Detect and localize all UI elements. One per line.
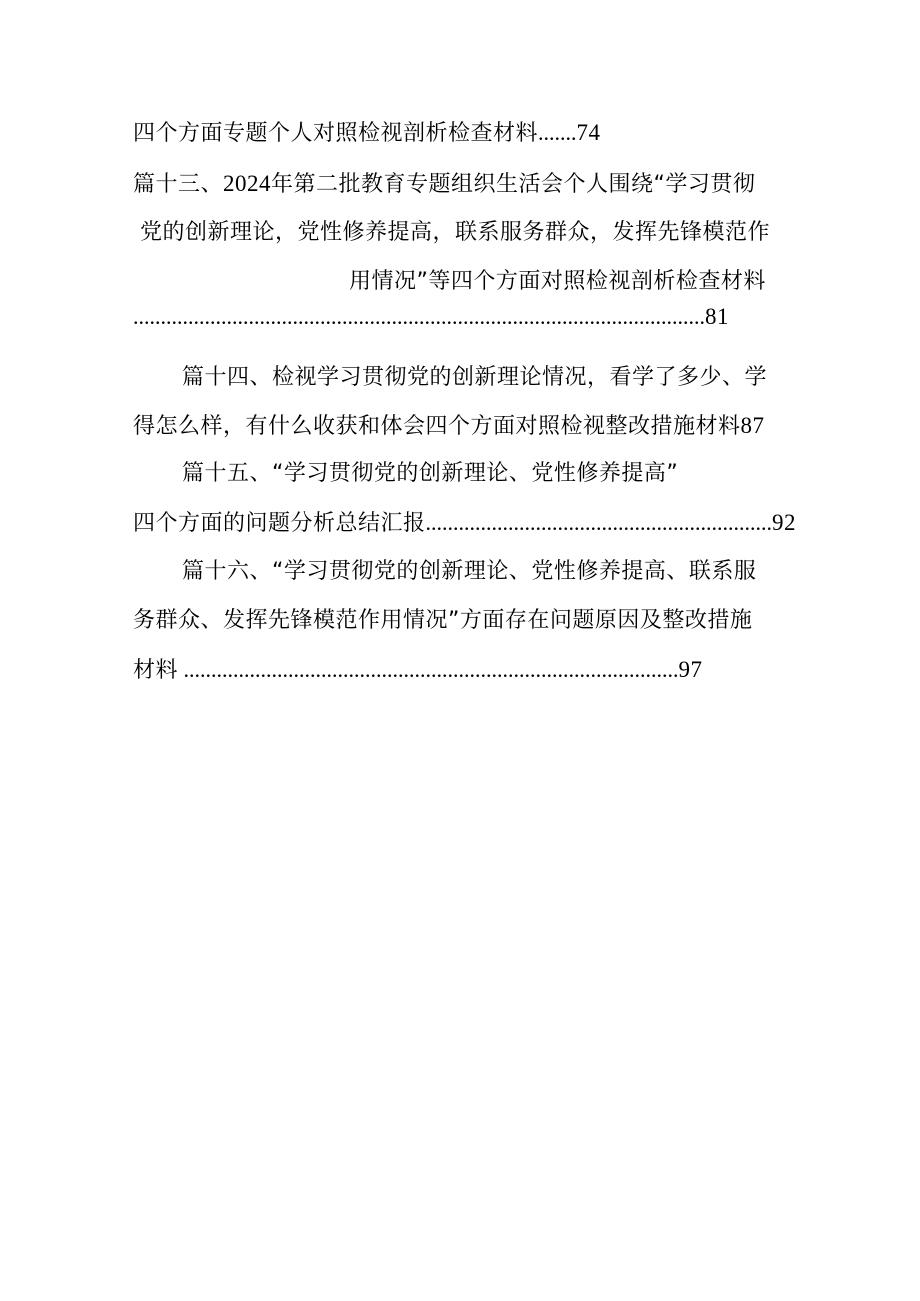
- toc-entry-title: 用情况”等四个方面对照检视剖析检查材料: [349, 269, 766, 294]
- toc-entry-title: 党的创新理论，党性修养提高，联系服务群众，发挥先锋模范作: [140, 220, 771, 245]
- toc-entry-title: 务群众、发挥先锋模范作用情况”方面存在问题原因及整改措施: [133, 608, 753, 633]
- toc-entry-title: 得怎么样，有什么收获和体会四个方面对照检视整改措施材料: [133, 414, 741, 439]
- toc-entry-title: 篇十四、检视学习贯彻党的创新理论情况，看学了多少、学: [182, 365, 768, 390]
- toc-leader-dots: ..........................................................................................: [178, 657, 679, 682]
- toc-entry-line: [133, 606, 752, 636]
- toc-entry-line: [133, 655, 703, 686]
- toc-page-number: 97: [678, 657, 703, 682]
- toc-entry-line: [182, 557, 756, 587]
- toc-entry-prefix: 篇十三、: [133, 172, 224, 197]
- toc-entry-line: [133, 302, 729, 333]
- toc-entry-line: [133, 411, 765, 442]
- toc-entry-line: [349, 267, 766, 297]
- toc-page-number: 87: [740, 413, 765, 438]
- toc-entry-line: [140, 218, 770, 248]
- toc-entry-title: 篇十六、“学习贯彻党的创新理论、党性修养提高、联系服: [182, 559, 757, 584]
- toc-entry-title: 年第二批教育专题组织生活会个人围绕“学习贯彻: [271, 172, 756, 197]
- toc-page-number: 74: [576, 120, 601, 145]
- toc-entry-title: 四个方面专题个人对照检视剖析检查材料: [133, 121, 539, 146]
- toc-entry-line: [182, 363, 767, 393]
- toc-page-number: 81: [705, 304, 729, 329]
- toc-leader-dots: ...............................................................: [425, 510, 773, 535]
- toc-entry-line: [133, 169, 755, 200]
- toc-entry-line: [133, 508, 796, 539]
- toc-leader-dots: ........................................................................................................: [133, 304, 705, 329]
- toc-entry-year: 2024: [223, 171, 272, 196]
- toc-entry-title: 篇十五、“学习贯彻党的创新理论、党性修养提高”: [182, 461, 679, 486]
- toc-page-number: 92: [772, 510, 797, 535]
- toc-entry-line: [182, 459, 678, 489]
- toc-entry-title: 材料: [133, 658, 179, 683]
- toc-entry-line: [133, 118, 601, 149]
- toc-leader-dots: .......: [538, 120, 577, 145]
- toc-entry-title: 四个方面的问题分析总结汇报: [133, 511, 426, 536]
